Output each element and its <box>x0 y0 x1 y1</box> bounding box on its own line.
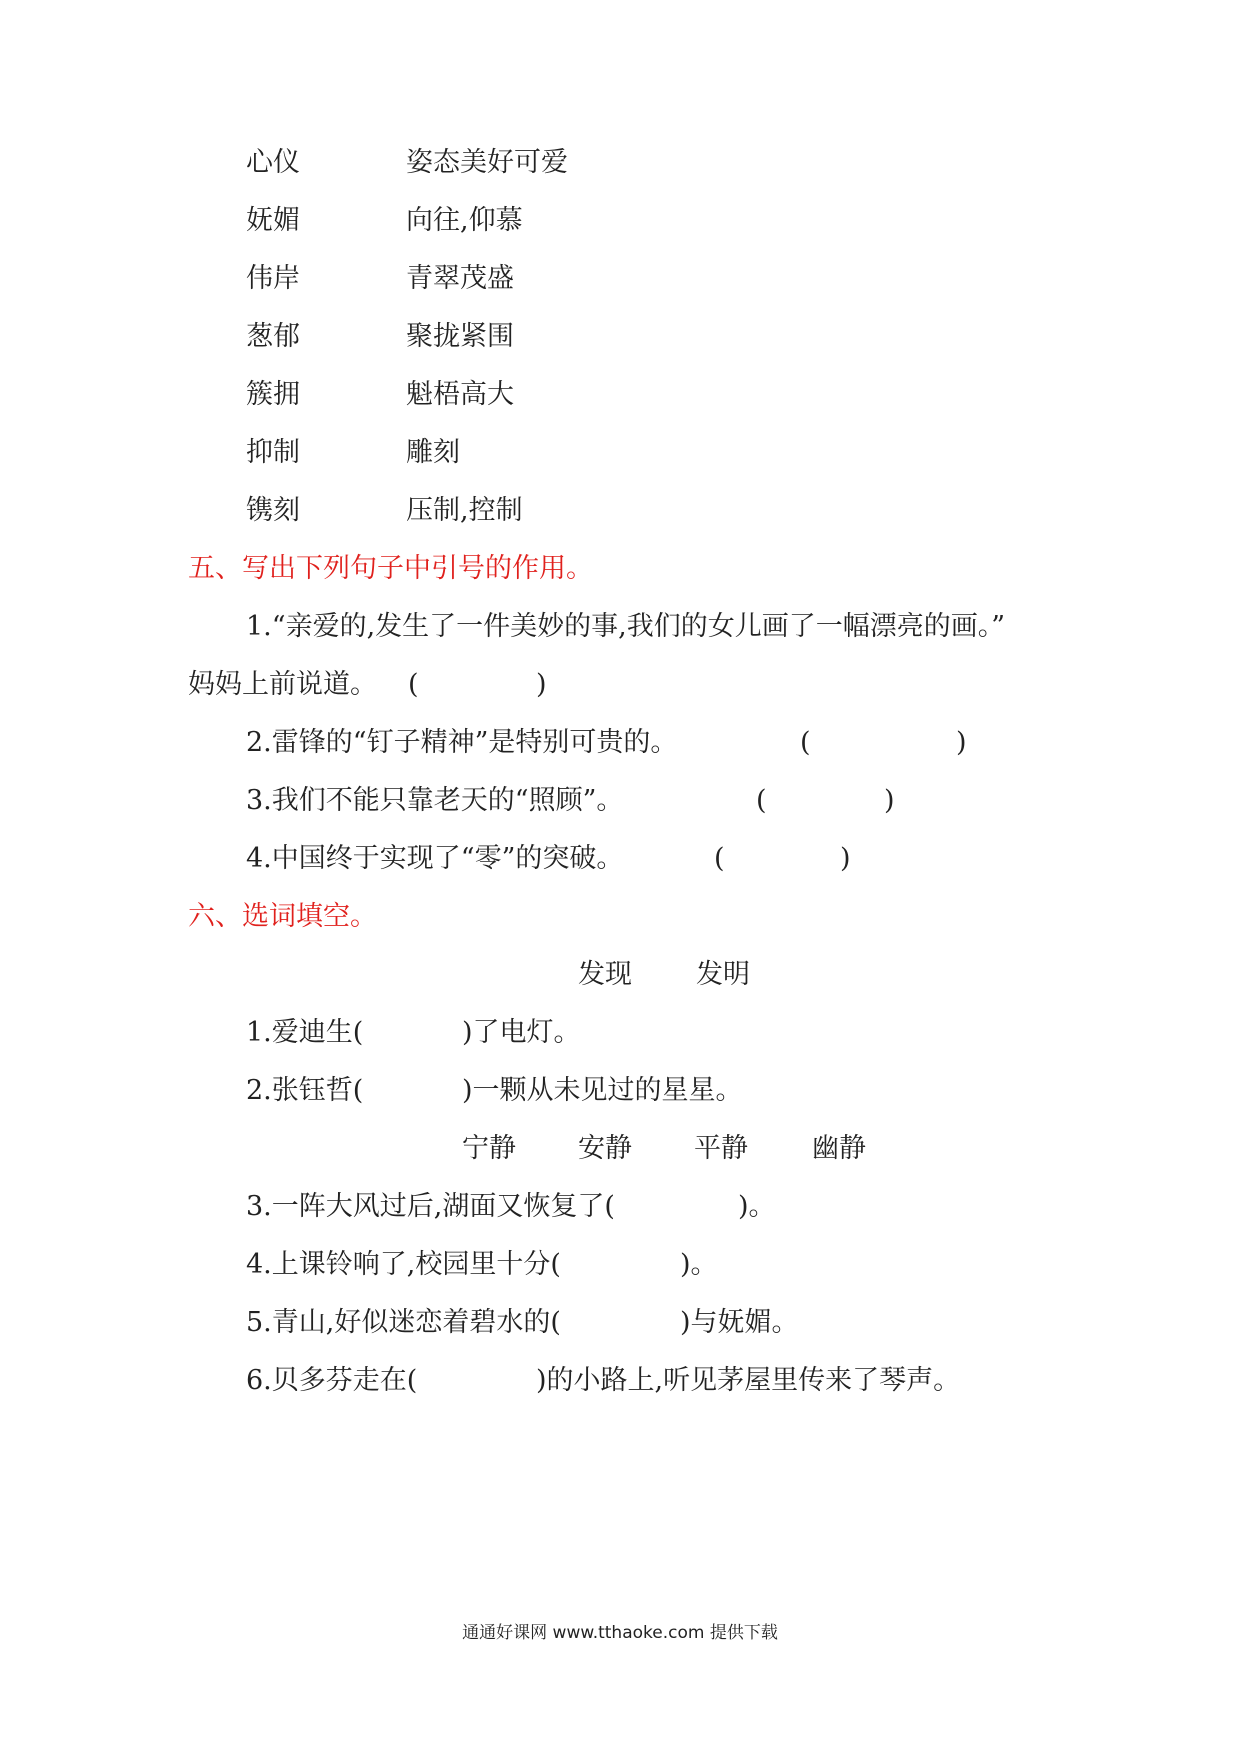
s6-question-4-part-a: 4.上课铃响了,校园里十分( <box>246 1249 561 1280</box>
word-choice-anjing: 安静 <box>578 1133 632 1164</box>
s5-question-1-line-1: 1.“亲爱的,发生了一件美妙的事,我们的女儿画了一幅漂亮的画。” <box>246 611 1006 642</box>
section-6-heading: 六、选词填空。 <box>188 901 377 932</box>
s6-question-4-part-b: )。 <box>680 1249 718 1280</box>
s5-q2-paren-open: ( <box>800 727 811 758</box>
s6-question-6-part-b: )的小路上,听见茅屋里传来了琴声。 <box>536 1365 961 1396</box>
match-left-word-2: 妩媚 <box>246 205 300 236</box>
s6-question-3-part-a: 3.一阵大风过后,湖面又恢复了( <box>246 1191 615 1222</box>
s6-question-5-part-a: 5.青山,好似迷恋着碧水的( <box>246 1307 561 1338</box>
section-5-heading: 五、写出下列句子中引号的作用。 <box>188 553 593 584</box>
s6-question-5-part-b: )与妩媚。 <box>680 1307 799 1338</box>
match-right-meaning-2: 向往,仰慕 <box>406 205 523 236</box>
s5-question-1-line-2: 妈妈上前说道。 <box>188 669 377 700</box>
word-choice-faxian: 发现 <box>578 959 632 990</box>
s6-question-2-part-b: )一颗从未见过的星星。 <box>462 1075 743 1106</box>
match-right-meaning-3: 青翠茂盛 <box>406 263 514 294</box>
s5-q1-paren-close: ) <box>536 669 547 700</box>
s5-q4-paren-close: ) <box>840 843 851 874</box>
match-left-word-5: 簇拥 <box>246 379 300 410</box>
match-left-word-6: 抑制 <box>246 437 300 468</box>
match-right-meaning-1: 姿态美好可爱 <box>406 147 568 178</box>
s5-q4-paren-open: ( <box>714 843 725 874</box>
word-choice-pingjing: 平静 <box>694 1133 748 1164</box>
s5-q3-paren-open: ( <box>756 785 767 816</box>
match-left-word-4: 葱郁 <box>246 321 300 352</box>
match-right-meaning-6: 雕刻 <box>406 437 460 468</box>
match-left-word-1: 心仪 <box>246 147 300 178</box>
s6-question-1-part-b: )了电灯。 <box>462 1017 581 1048</box>
s5-q2-paren-close: ) <box>956 727 967 758</box>
word-choice-faming: 发明 <box>696 959 750 990</box>
match-right-meaning-5: 魁梧高大 <box>406 379 514 410</box>
match-left-word-3: 伟岸 <box>246 263 300 294</box>
page-footer: 通通好课网 www.tthaoke.com 提供下载 <box>462 1623 778 1643</box>
word-choice-youjing: 幽静 <box>812 1133 866 1164</box>
s6-question-6-part-a: 6.贝多芬走在( <box>246 1365 418 1396</box>
match-left-word-7: 镌刻 <box>246 495 300 526</box>
match-right-meaning-4: 聚拢紧围 <box>406 321 514 352</box>
word-choice-ningjing: 宁静 <box>462 1133 516 1164</box>
s5-q3-paren-close: ) <box>884 785 895 816</box>
s6-question-2-part-a: 2.张钰哲( <box>246 1075 364 1106</box>
match-right-meaning-7: 压制,控制 <box>406 495 523 526</box>
s5-q1-paren-open: ( <box>408 669 419 700</box>
s5-question-3: 3.我们不能只靠老天的“照顾”。 <box>246 785 624 816</box>
s5-question-4: 4.中国终于实现了“零”的突破。 <box>246 843 624 874</box>
s5-question-2: 2.雷锋的“钉子精神”是特别可贵的。 <box>246 727 678 758</box>
s6-question-1-part-a: 1.爱迪生( <box>246 1017 364 1048</box>
s6-question-3-part-b: )。 <box>738 1191 776 1222</box>
